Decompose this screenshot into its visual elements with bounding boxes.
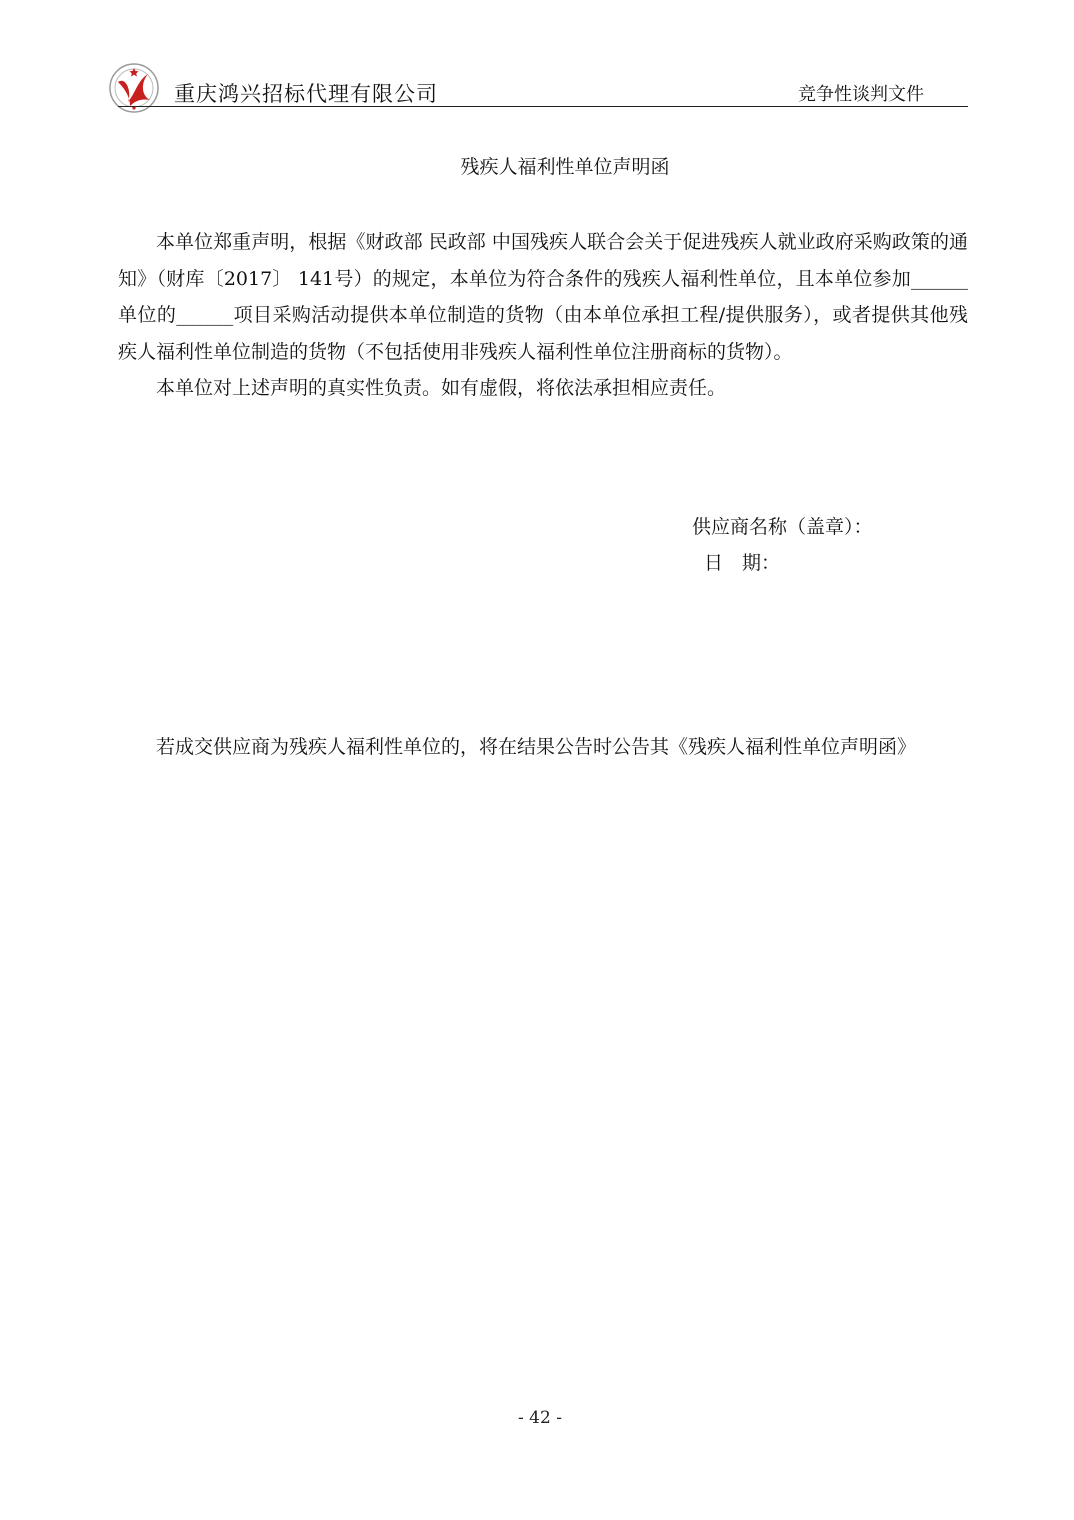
page-title: 残疾人福利性单位声明函 <box>460 156 670 178</box>
announcement-note: 若成交供应商为残疾人福利性单位的，将在结果公告时公告其《残疾人福利性单位声明函》 <box>156 736 917 758</box>
responsibility-paragraph: 本单位对上述声明的真实性负责。如有虚假，将依法承担相应责任。 <box>156 377 727 399</box>
declaration-paragraph: 本单位郑重声明，根据《财政部 民政部 中国残疾人联合会关于促进残疾人就业政府采购政策的通知》（财库〔2017〕 141号）的规定，本单位为符合条件的残疾人福利性单位，且本单位参加______单位的______项目采购活动提供本单位制造的货物（由本单位承担工程/提供服务），或者提供其他残疾人福利性单位制造的货物（不包括使用非残疾人福利性单位注册商标的货物）。 <box>118 231 968 363</box>
page-header <box>108 62 968 106</box>
declaration-body <box>118 224 968 407</box>
supplier-name-label: 供应商名称（盖章）： <box>692 516 873 538</box>
date-label: 日 期： <box>704 552 781 574</box>
signature-block <box>692 509 873 581</box>
header-divider <box>118 106 968 107</box>
note-block <box>118 729 968 766</box>
page-number: - 42 - <box>518 1408 562 1428</box>
document-type: 竞争性谈判文件 <box>798 84 924 105</box>
company-name: 重庆鸿兴招标代理有限公司 <box>174 82 438 106</box>
